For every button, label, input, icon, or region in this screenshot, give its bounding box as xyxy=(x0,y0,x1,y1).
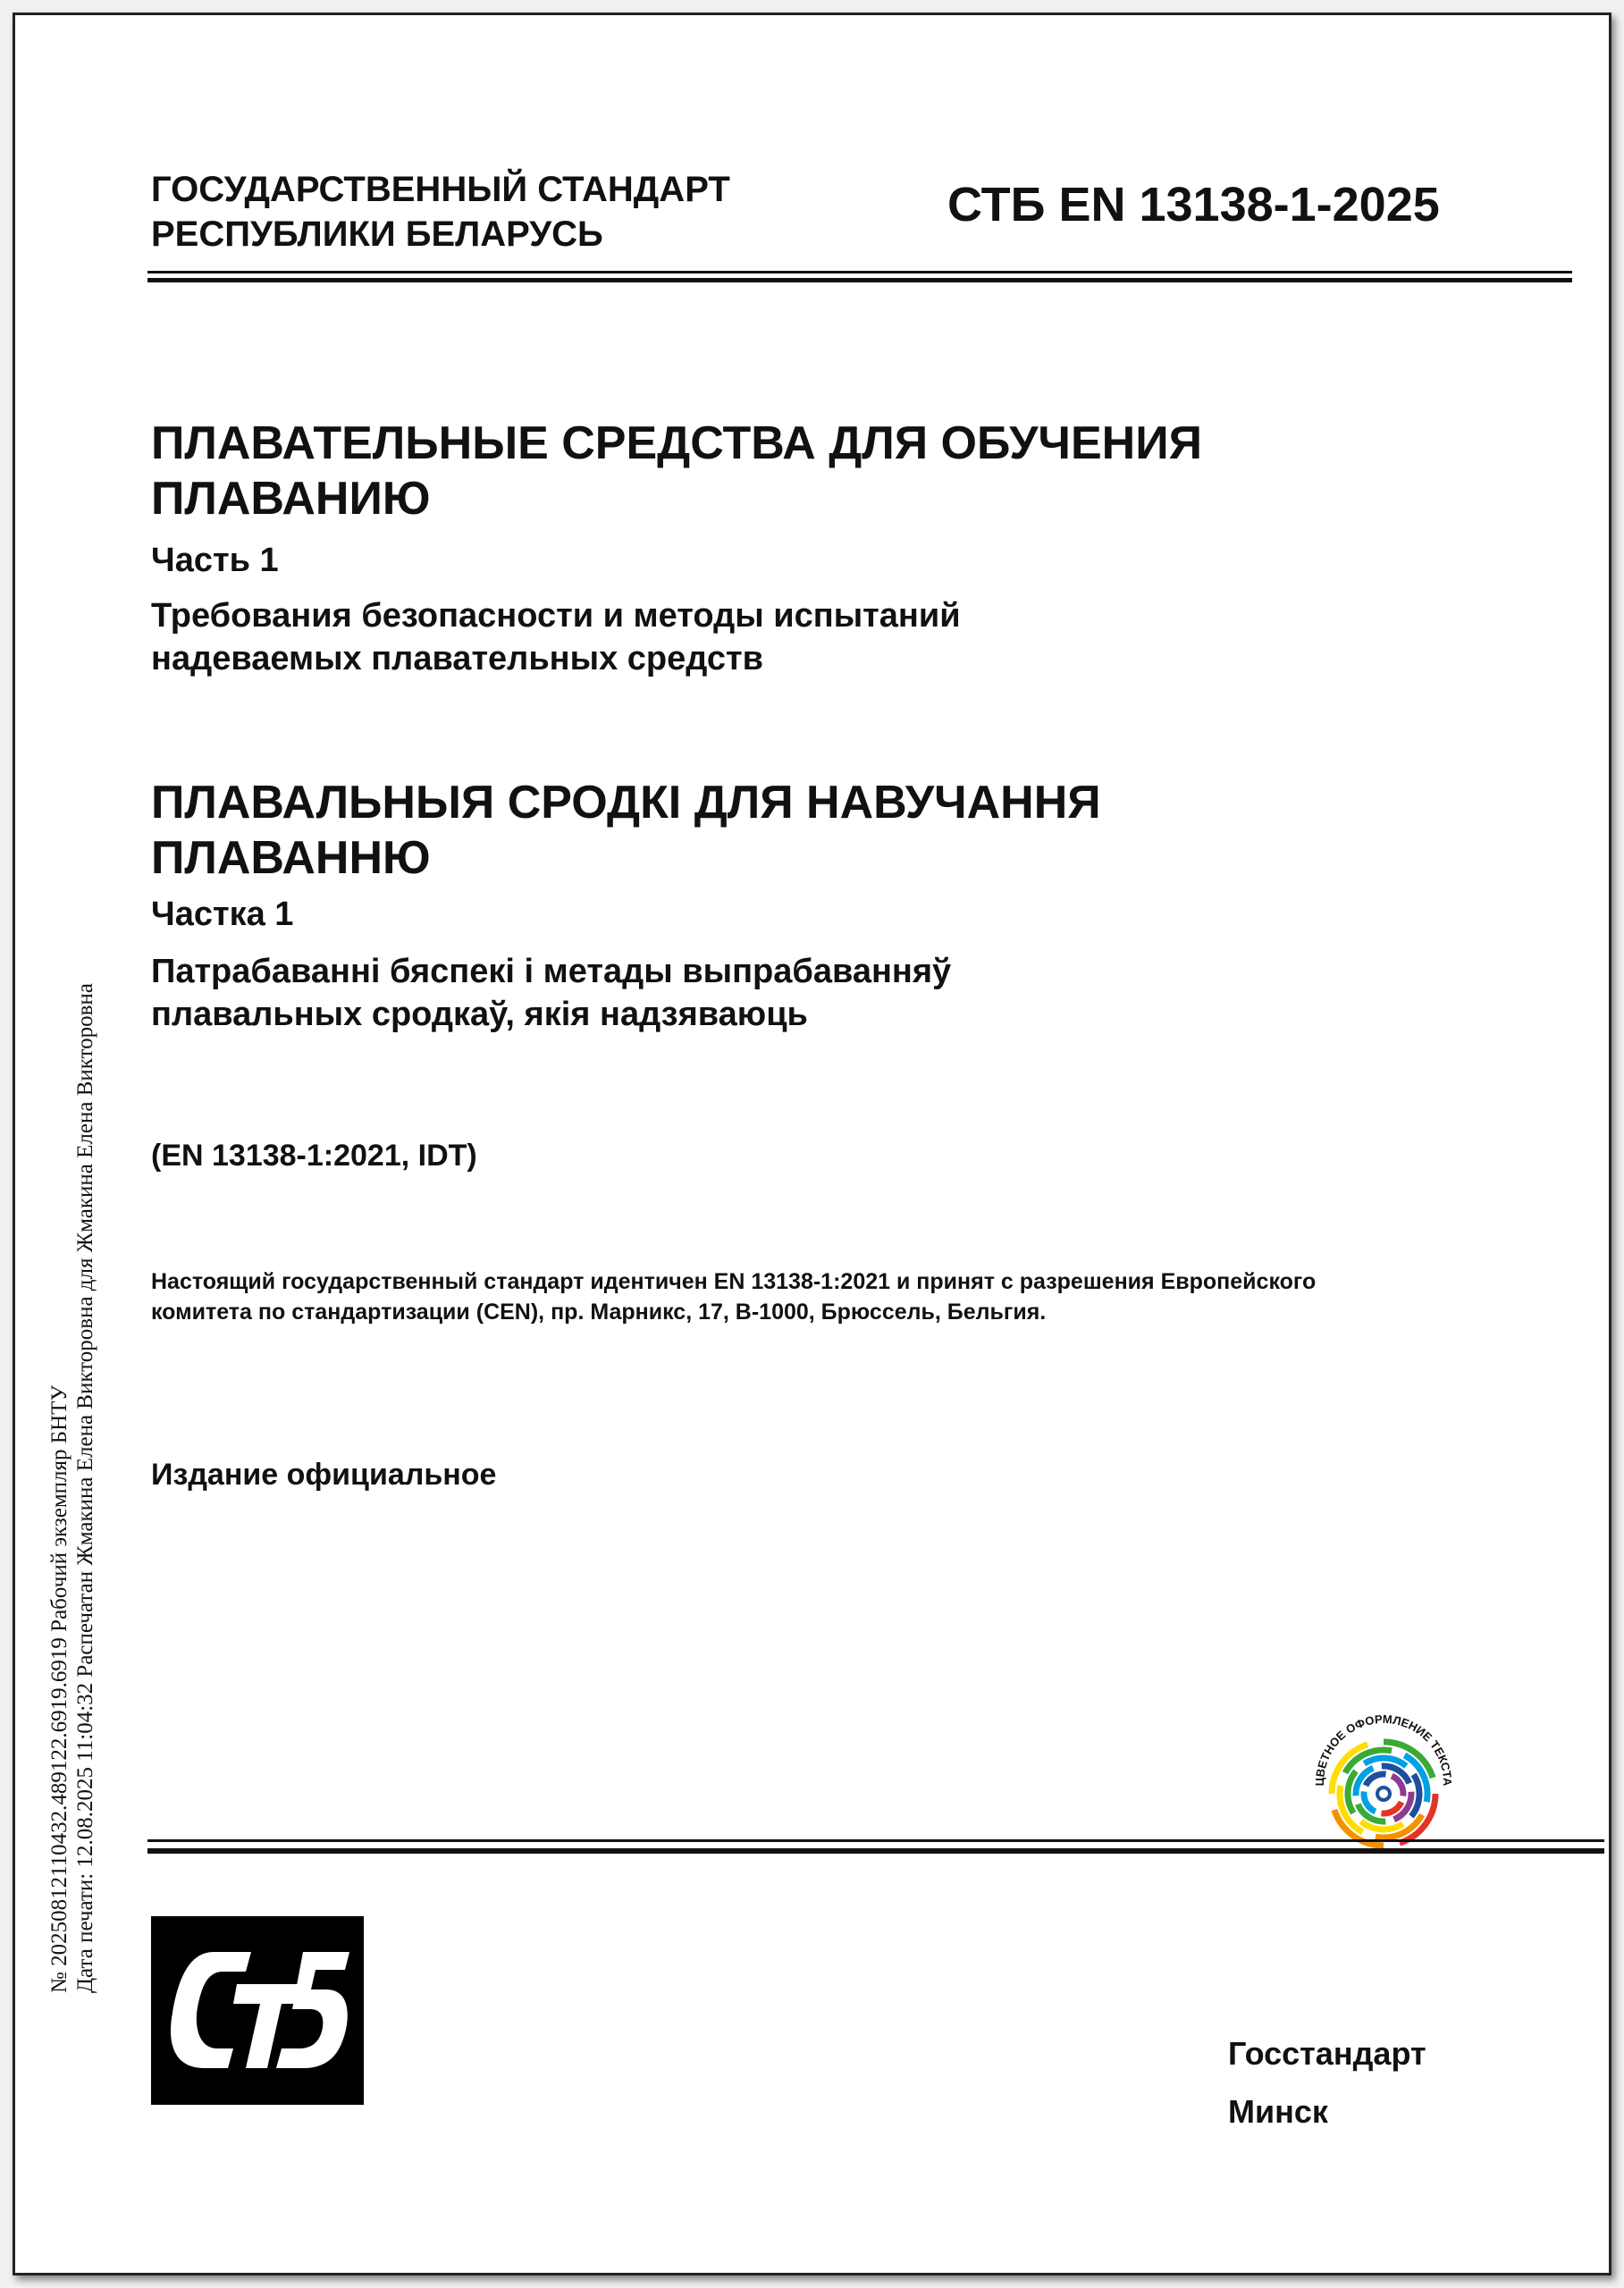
header-issuer-line2: РЕСПУБЛИКИ БЕЛАРУСЬ xyxy=(151,214,603,254)
side-watermark-line1: № 20250812110432.489122.6919.6919 Рабочий экземпляр БНТУ xyxy=(47,1384,72,1993)
side-watermark xyxy=(46,983,98,1993)
header-issuer xyxy=(151,167,730,257)
title-ru-sub-line2: надеваемых плавательных средств xyxy=(151,640,763,677)
publisher-name: Госстандарт xyxy=(1228,2035,1426,2072)
publisher-city: Минск xyxy=(1228,2093,1328,2130)
title-ru-line2: ПЛАВАНИЮ xyxy=(151,473,431,525)
title-ru-sub-line1: Требования безопасности и методы испытаний xyxy=(151,597,961,635)
header-rule-thick xyxy=(147,278,1572,282)
document-page xyxy=(13,13,1611,2275)
edition-label: Издание официальное xyxy=(151,1458,497,1492)
footer-rule-thick xyxy=(147,1848,1604,1854)
footer-rule-thin xyxy=(147,1839,1604,1842)
adoption-note-line1: Настоящий государственный стандарт идентичен EN 13138-1:2021 и принят с разрешения Европейского xyxy=(151,1269,1317,1294)
stb-logo-mark xyxy=(151,1916,364,2105)
title-by-part: Частка 1 xyxy=(151,896,294,933)
adoption-note-line2: комитета по стандартизации (CEN), пр. Марникс, 17, B-1000, Брюссель, Бельгия. xyxy=(151,1300,1047,1325)
title-by-sub-line2: плавальных сродкаў, якія надзяваюць xyxy=(151,996,808,1033)
title-by xyxy=(151,775,1101,886)
identity-label: (EN 13138-1:2021, IDT) xyxy=(151,1139,477,1173)
title-by-line1: ПЛАВАЛЬНЫЯ СРОДКІ ДЛЯ НАВУЧАННЯ xyxy=(151,777,1101,829)
header-rule-thin xyxy=(147,271,1572,273)
title-by-subtitle xyxy=(151,950,951,1036)
title-by-line2: ПЛАВАННЮ xyxy=(151,832,431,884)
color-text-badge xyxy=(1290,1685,1477,1855)
badge-ring-segment xyxy=(1364,1791,1376,1812)
title-by-sub-line1: Патрабаванні бяспекі і метады выпрабаванняў xyxy=(151,953,952,990)
badge-arc-text: ЦВЕТНОЕ ОФОРМЛЕНИЕ ТЕКСТА xyxy=(1312,1712,1455,1787)
title-ru-part: Часть 1 xyxy=(151,542,279,579)
title-ru-subtitle xyxy=(151,594,961,680)
badge-ring-segment xyxy=(1381,1802,1401,1813)
color-rings-icon xyxy=(1290,1685,1477,1855)
title-ru xyxy=(151,416,1202,526)
standard-code: СТБ EN 13138-1-2025 xyxy=(947,178,1440,231)
side-watermark-line2: Дата печати: 12.08.2025 11:04:32 Распечатан Жмакина Елена Викторовна для Жмакина Елена Викторовна xyxy=(73,983,97,1993)
adoption-note xyxy=(151,1266,1316,1327)
header-issuer-line1: ГОСУДАРСТВЕННЫЙ СТАНДАРТ xyxy=(151,170,730,209)
title-ru-line1: ПЛАВАТЕЛЬНЫЕ СРЕДСТВА ДЛЯ ОБУЧЕНИЯ xyxy=(151,417,1202,469)
badge-ring-segment xyxy=(1392,1776,1403,1796)
badge-ring-segment xyxy=(1366,1774,1386,1786)
stb-logo xyxy=(151,1916,364,2105)
